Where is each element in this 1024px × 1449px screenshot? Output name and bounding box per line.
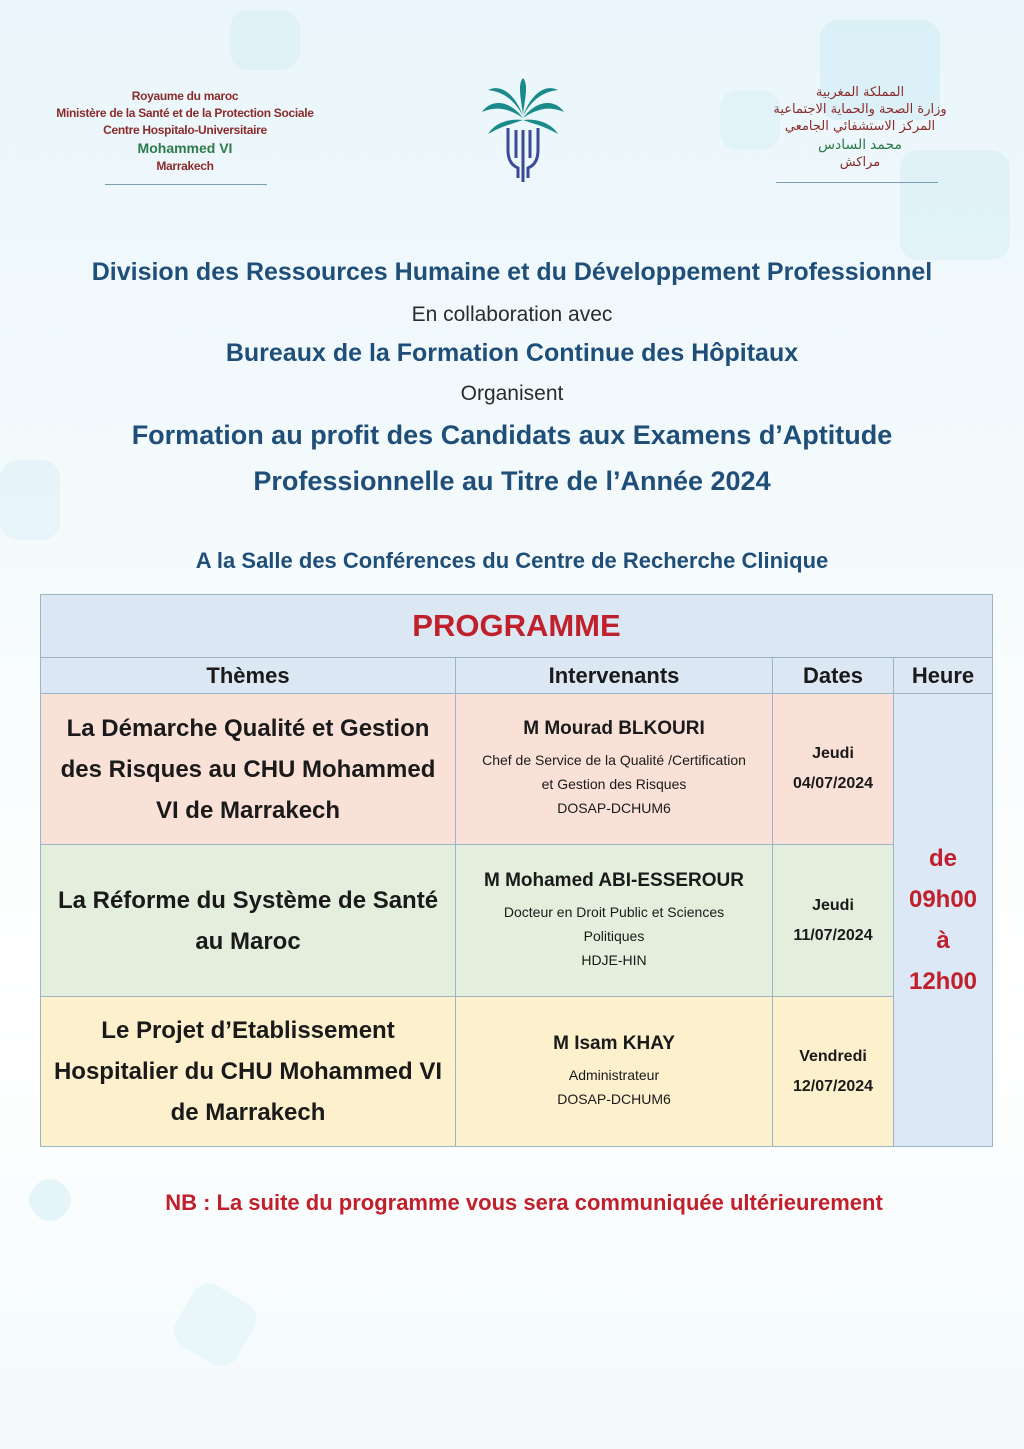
date-day: Jeudi [812, 896, 854, 914]
heure-to-label: à [936, 927, 950, 954]
speaker-role: Politiques [583, 927, 645, 944]
ministry-label-ar: وزارة الصحة والحماية الاجتماعية [773, 102, 947, 117]
table-row [41, 997, 993, 1147]
date-value: 12/07/2024 [792, 1077, 874, 1095]
table-row [41, 845, 993, 997]
speaker-role: et Gestion des Risques [541, 776, 687, 792]
mohammed-vi-label-ar: محمد السادس [817, 136, 903, 152]
speaker-cell [456, 694, 773, 845]
column-header-dates: Dates [773, 658, 894, 694]
division-title: Division des Ressources Humaine et du Développement Professionnel [91, 258, 933, 286]
city-label: Marrakech [156, 159, 214, 173]
speaker-unit: DOSAP-DCHUM6 [557, 1090, 671, 1107]
nb-notice: NB : La suite du programme vous sera communiquée ultérieurement [165, 1190, 883, 1215]
date-value: 11/07/2024 [793, 926, 873, 944]
speaker-role: Administrateur [568, 1066, 660, 1083]
header-right-divider [776, 182, 938, 183]
kingdom-label-ar: المملكة المغربية [815, 85, 905, 100]
programme-title: PROGRAMME [41, 595, 993, 658]
venue-text: A la Salle des Conférences du Centre de Recherche Clinique [195, 548, 829, 573]
header-left-divider [105, 184, 267, 185]
bureaux-title: Bureaux de la Formation Continue des Hôpitaux [225, 339, 799, 367]
speaker-name: M Mourad BLKOURI [523, 718, 705, 739]
speaker-cell [456, 845, 773, 997]
chu-label: Centre Hospitalo-Universitaire [103, 123, 267, 137]
organisent-text: Organisent [460, 382, 564, 405]
heure-cell [894, 694, 993, 1147]
column-header-intervenants: Intervenants [456, 658, 773, 694]
speaker-name: M Mohamed ABI-ESSEROUR [483, 869, 745, 891]
date-cell [773, 845, 894, 997]
programme-table [40, 594, 993, 1147]
city-label-ar: مراكش [839, 155, 881, 170]
theme-cell: La Réforme du Système de Santé au Maroc [41, 845, 456, 997]
speaker-cell [456, 997, 773, 1147]
speaker-unit: HDJE-HIN [581, 951, 647, 968]
header-left-institution [50, 88, 320, 175]
heure-from-label: de [928, 845, 957, 872]
chu-palm-logo-icon [478, 78, 568, 188]
column-header-themes: Thèmes [41, 658, 456, 694]
kingdom-label: Royaume du maroc [131, 89, 239, 103]
speaker-name: M Isam KHAY [553, 1032, 675, 1054]
theme-cell: Le Projet d’Etablissement Hospitalier du CHU Mohammed VI de Marrakech [41, 997, 456, 1147]
date-day: Vendredi [799, 1047, 867, 1065]
table-row [41, 694, 993, 845]
formation-title-line1: Formation au profit des Candidats aux Examens d’Aptitude [131, 420, 893, 450]
speaker-role: Docteur en Droit Public et Sciences [503, 903, 725, 920]
header-right-institution [760, 84, 960, 171]
column-header-heure: Heure [894, 658, 993, 694]
ministry-label: Ministère de la Santé et de la Protection Sociale [56, 106, 314, 120]
collaboration-text: En collaboration avec [411, 303, 613, 326]
chu-label-ar: المركز الاستشفائي الجامعي [784, 119, 936, 134]
date-day: Jeudi [812, 745, 854, 762]
speaker-role: Chef de Service de la Qualité /Certification [482, 752, 746, 768]
formation-title-line2: Professionnelle au Titre de l’Année 2024 [253, 466, 771, 496]
heure-end: 12h00 [908, 968, 978, 995]
theme-cell: La Démarche Qualité et Gestion des Risques au CHU Mohammed VI de Marrakech [41, 694, 456, 845]
background-shape [230, 10, 300, 70]
date-value: 04/07/2024 [792, 775, 874, 792]
speaker-unit: DOSAP-DCHUM6 [557, 800, 671, 816]
date-cell [773, 997, 894, 1147]
mohammed-vi-label: Mohammed VI [137, 140, 233, 156]
heure-start: 09h00 [908, 886, 978, 913]
date-cell [773, 694, 894, 845]
background-shape [167, 1277, 263, 1373]
